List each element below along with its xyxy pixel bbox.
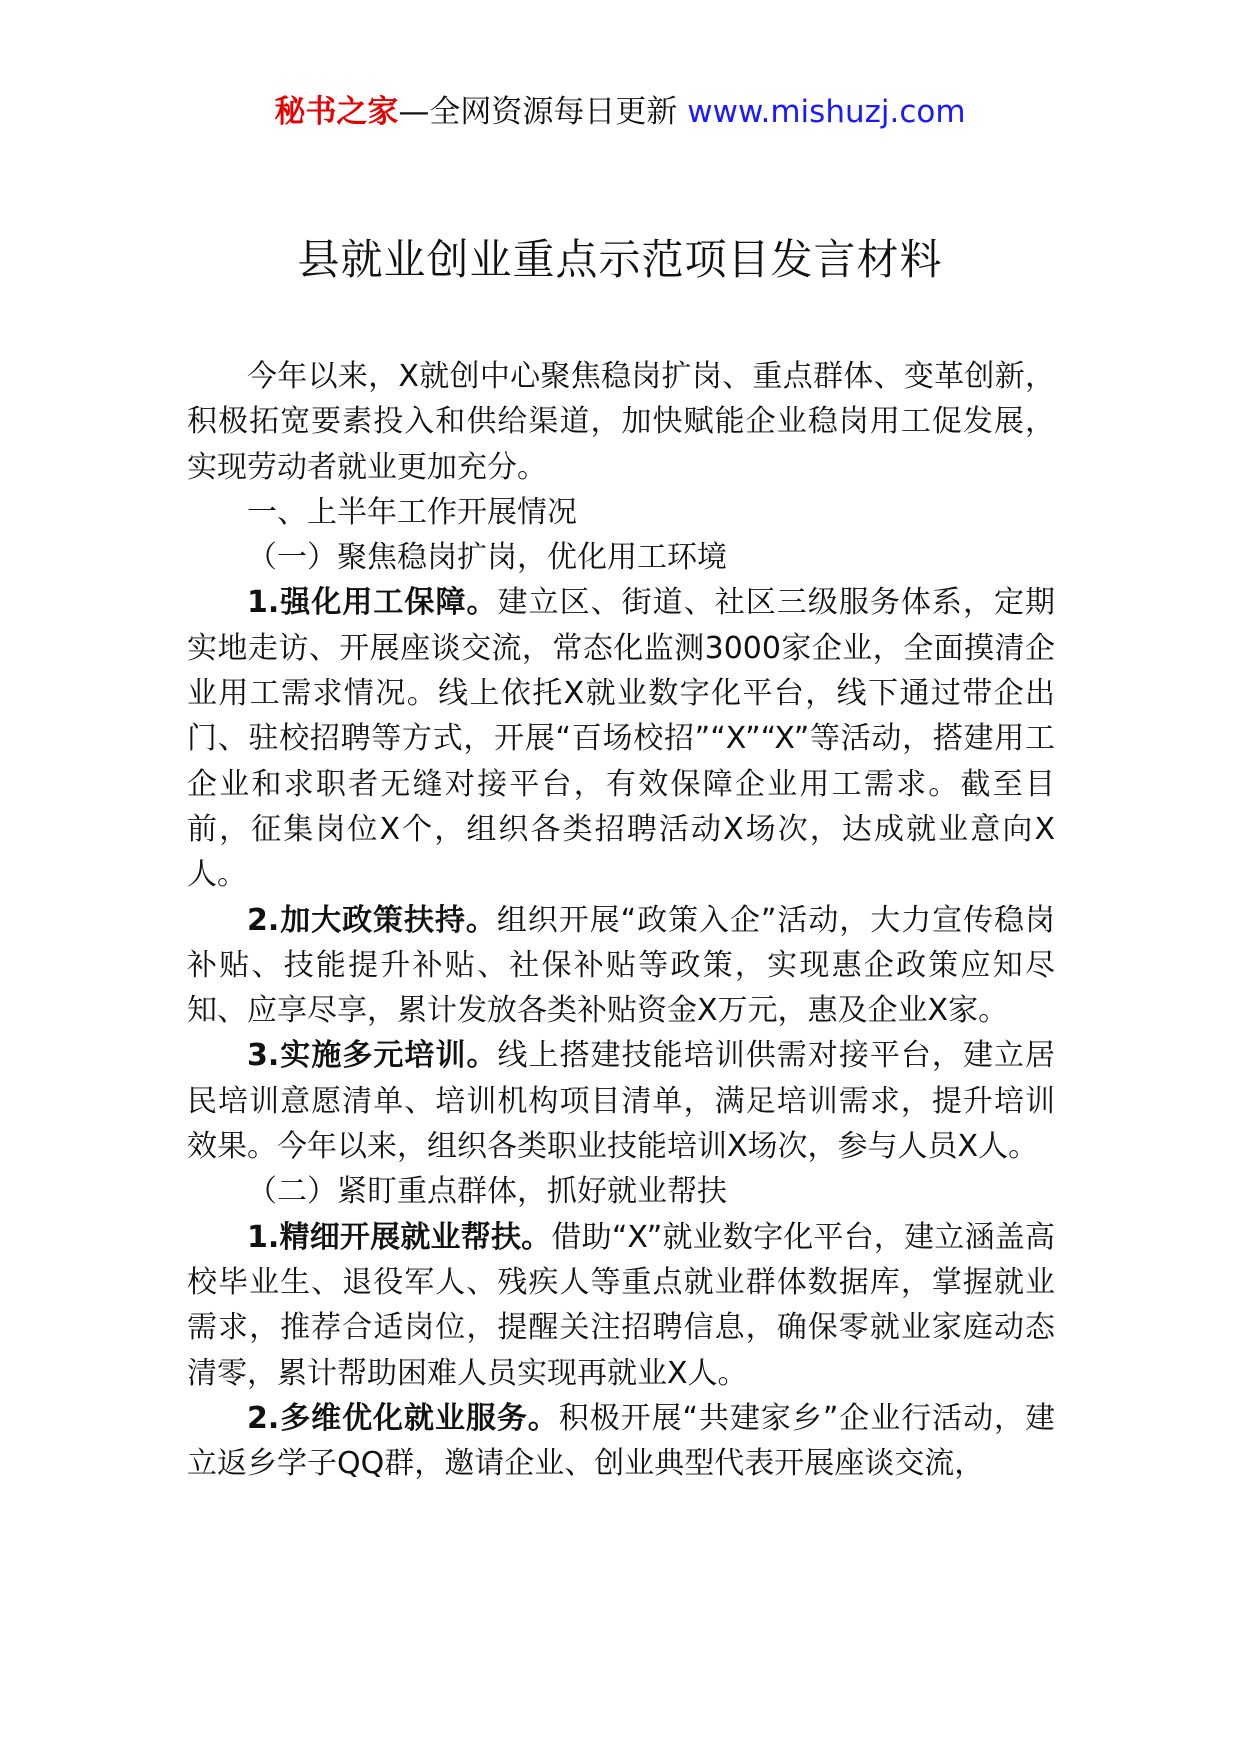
item-title: 1.精细开展就业帮扶。 bbox=[247, 1219, 552, 1255]
section-heading: 一、上半年工作开展情况 bbox=[247, 494, 577, 530]
subsection-heading: （二）紧盯重点群体，抓好就业帮扶 bbox=[247, 1174, 727, 1210]
item-body: 建立区、街道、社区三级服务体系，定期实地走访、开展座谈交流，常态化监测3000家企业，全面摸清企业用工需求情况。线上依托X就业数字化平台，线下通过带企出门、驻校招聘等方式，开展“百场校招”“X”“X”等活动，搭建用工企业和求职者无缝对接平台，有效保障企业用工需求。截至目前，征集岗位X个，组织各类招聘活动X场次，达成就业意向X人。 bbox=[187, 585, 1056, 893]
item-title: 3.实施多元培训。 bbox=[247, 1038, 498, 1074]
item-body: 线上搭建技能培训供需对接平台，建立居民培训意愿清单、培训机构项目清单，满足培训需求，提升培训效果。今年以来，组织各类职业技能培训X场次，参与人员X人。 bbox=[187, 1038, 1056, 1165]
document-body bbox=[187, 354, 1055, 1486]
subsection-heading: （一）聚焦稳岗扩岗，优化用工环境 bbox=[247, 540, 727, 576]
paragraph-item bbox=[187, 898, 1055, 1034]
intro-paragraph: 今年以来，X就创中心聚焦稳岗扩岗、重点群体、变革创新，积极拓宽要素投入和供给渠道，加快赋能企业稳岗用工促发展，实现劳动者就业更加充分。 bbox=[187, 359, 1055, 485]
item-body: 借助“X”就业数字化平台，建立涵盖高校毕业生、退役军人、残疾人等重点就业群体数据库，掌握就业需求，推荐合适岗位，提醒关注招聘信息，确保零就业家庭动态清零，累计帮助困难人员实现再就业X人。 bbox=[187, 1219, 1055, 1391]
site-brand: 秘书之家 bbox=[274, 94, 399, 130]
item-title: 2.加大政策扶持。 bbox=[247, 902, 497, 938]
item-body: 组织开展“政策入企”活动，大力宣传稳岗补贴、技能提升补贴、社保补贴等政策，实现惠企政策应知尽知、应享尽享，累计发放各类补贴资金X万元，惠及企业X家。 bbox=[187, 902, 1055, 1029]
paragraph-item bbox=[187, 580, 1055, 897]
item-title: 1.强化用工保障。 bbox=[247, 585, 498, 621]
item-body: 积极开展“共建家乡”企业行活动，建立返乡学子QQ群，邀请企业、创业典型代表开展座谈交流， bbox=[187, 1400, 1055, 1482]
item-title: 2.多维优化就业服务。 bbox=[247, 1400, 559, 1436]
site-tagline: —全网资源每日更新 bbox=[398, 94, 678, 130]
document-title: 县就业创业重点示范项目发言材料 bbox=[297, 235, 943, 284]
site-header bbox=[0, 92, 1240, 132]
paragraph-item bbox=[187, 1215, 1055, 1396]
paragraph-item bbox=[187, 1396, 1055, 1487]
site-url-link[interactable]: www.mishuzj.com bbox=[687, 94, 966, 130]
paragraph-item bbox=[187, 1033, 1055, 1169]
